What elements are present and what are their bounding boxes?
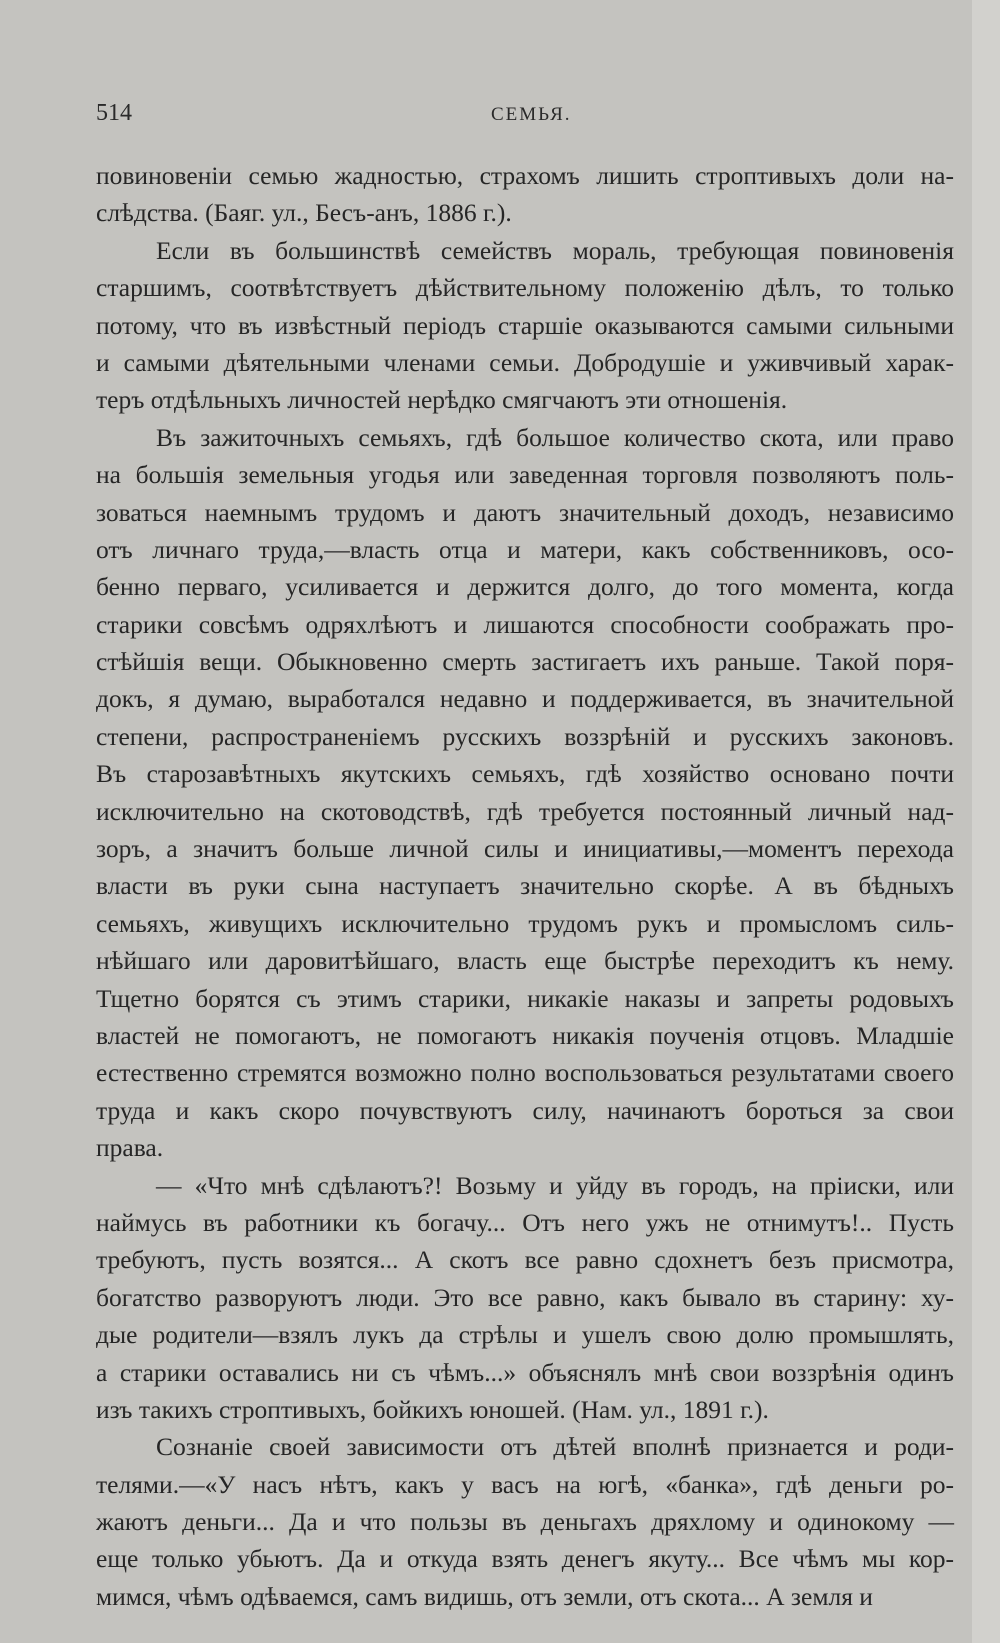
text-line: власти въ руки сына наступаетъ значительно скорѣе. А въ бѣдныхъ [96, 871, 954, 901]
text-line: естественно стремятся возможно полно воспользоваться результатами своего [96, 1058, 954, 1088]
text-line: богатство разворуютъ люди. Это все равно, какъ бывало въ старину: ху- [96, 1282, 954, 1312]
text-line: Въ зажиточныхъ семьяхъ, гдѣ большое количество скота, или право [156, 422, 954, 452]
text-line: потому, что въ извѣстный періодъ старшіе оказываются самыми сильными [96, 310, 954, 340]
text-line: и самыми дѣятельными членами семьи. Добродушіе и уживчивый харак- [96, 347, 954, 377]
text-line: Сознаніе своей зависимости отъ дѣтей вполнѣ признается и роди- [156, 1432, 954, 1462]
text-line: еще только убьютъ. Да и откуда взять денегъ якуту... Все чѣмъ мы кор- [96, 1544, 954, 1574]
text-line: теръ отдѣльныхъ личностей нерѣдко смягчаютъ эти отношенія. [96, 385, 788, 415]
page-number: 514 [96, 100, 132, 126]
text-line: Если въ большинствѣ семействъ мораль, требующая повиновенія [156, 235, 954, 265]
body-text [96, 157, 954, 1615]
paragraph [96, 157, 954, 232]
paragraph [96, 419, 954, 1167]
text-line: докъ, я думаю, выработался недавно и поддерживается, въ значительной [96, 684, 954, 714]
text-line: отъ личнаго труда,—власть отца и матери, какъ собственниковъ, осо- [96, 534, 954, 564]
text-line: — «Что мнѣ сдѣлаютъ?! Возьму и уйду въ городъ, на пріиски, или [156, 1170, 954, 1200]
text-line: нѣйшаго или даровитѣйшаго, власть еще быстрѣе переходитъ къ нему. [96, 946, 954, 976]
text-line: стѣйшія вещи. Обыкновенно смерть застигаетъ ихъ раньше. Такой поря- [96, 647, 954, 677]
text-line: Въ старозавѣтныхъ якутскихъ семьяхъ, гдѣ хозяйство основано почти [96, 759, 954, 789]
text-line: а старики оставались ни съ чѣмъ...» объяснялъ мнѣ свои воззрѣнія одинъ [96, 1357, 954, 1387]
text-line: дые родители—взялъ лукъ да стрѣлы и ушелъ свою долю промышлять, [96, 1320, 954, 1350]
text-line: степени, распространеніемъ русскихъ воззрѣній и русскихъ законовъ. [96, 721, 954, 751]
paragraph [96, 232, 954, 419]
text-line: зоръ, а значитъ больше личной силы и инициативы,—моментъ перехода [96, 834, 954, 864]
running-title: СЕМЬЯ. [491, 104, 572, 125]
text-line: наймусь въ работники къ богачу... Отъ него ужъ не отнимутъ!.. Пусть [96, 1207, 954, 1237]
text-line: телями.—«У насъ нѣтъ, какъ у васъ на югѣ, «банка», гдѣ деньги ро- [96, 1469, 954, 1499]
text-line: семьяхъ, живущихъ исключительно трудомъ рукъ и промысломъ силь- [96, 908, 954, 938]
paragraph [96, 1428, 954, 1615]
text-line: властей не помогаютъ, не помогаютъ никакія поученія отцовъ. Младшіе [96, 1020, 954, 1050]
text-line: на большія земельныя угодья или заведенная торговля позволяютъ поль- [96, 460, 954, 490]
text-line: старшимъ, соотвѣтствуетъ дѣйствительному положенію дѣлъ, то только [96, 273, 954, 303]
text-line: мимся, чѣмъ одѣваемся, самъ видишь, отъ земли, отъ скота... А земля и [96, 1581, 873, 1611]
page-edge-shadow [972, 0, 1000, 1643]
text-line: права. [96, 1133, 164, 1163]
text-line: зоваться наемнымъ трудомъ и даютъ значительный доходъ, независимо [96, 497, 954, 527]
paragraph [96, 1167, 954, 1429]
text-line: изъ такихъ строптивыхъ, бойкихъ юношей. (Нам. ул., 1891 г.). [96, 1394, 769, 1424]
text-line: бенно перваго, усиливается и держится долго, до того момента, когда [96, 572, 954, 602]
text-line: повиновеніи семью жадностью, страхомъ лишить строптивыхъ доли на- [96, 161, 954, 190]
running-head [96, 100, 954, 140]
text-line: труда и какъ скоро почувствуютъ силу, начинаютъ бороться за свои [96, 1095, 954, 1125]
text-line: жаютъ деньги... Да и что пользы въ деньгахъ дряхлому и одинокому — [96, 1507, 954, 1537]
text-line: исключительно на скотоводствѣ, гдѣ требуется постоянный личный над- [96, 796, 954, 826]
text-line: слѣдства. (Баяг. ул., Бесъ-анъ, 1886 г.). [96, 198, 512, 228]
text-line: Тщетно борятся съ этимъ старики, никакіе наказы и запреты родовыхъ [96, 983, 954, 1013]
text-line: требуютъ, пусть возятся... А скотъ все равно сдохнетъ безъ присмотра, [96, 1245, 954, 1275]
text-line: старики совсѣмъ одряхлѣютъ и лишаются способности соображать про- [96, 609, 954, 639]
